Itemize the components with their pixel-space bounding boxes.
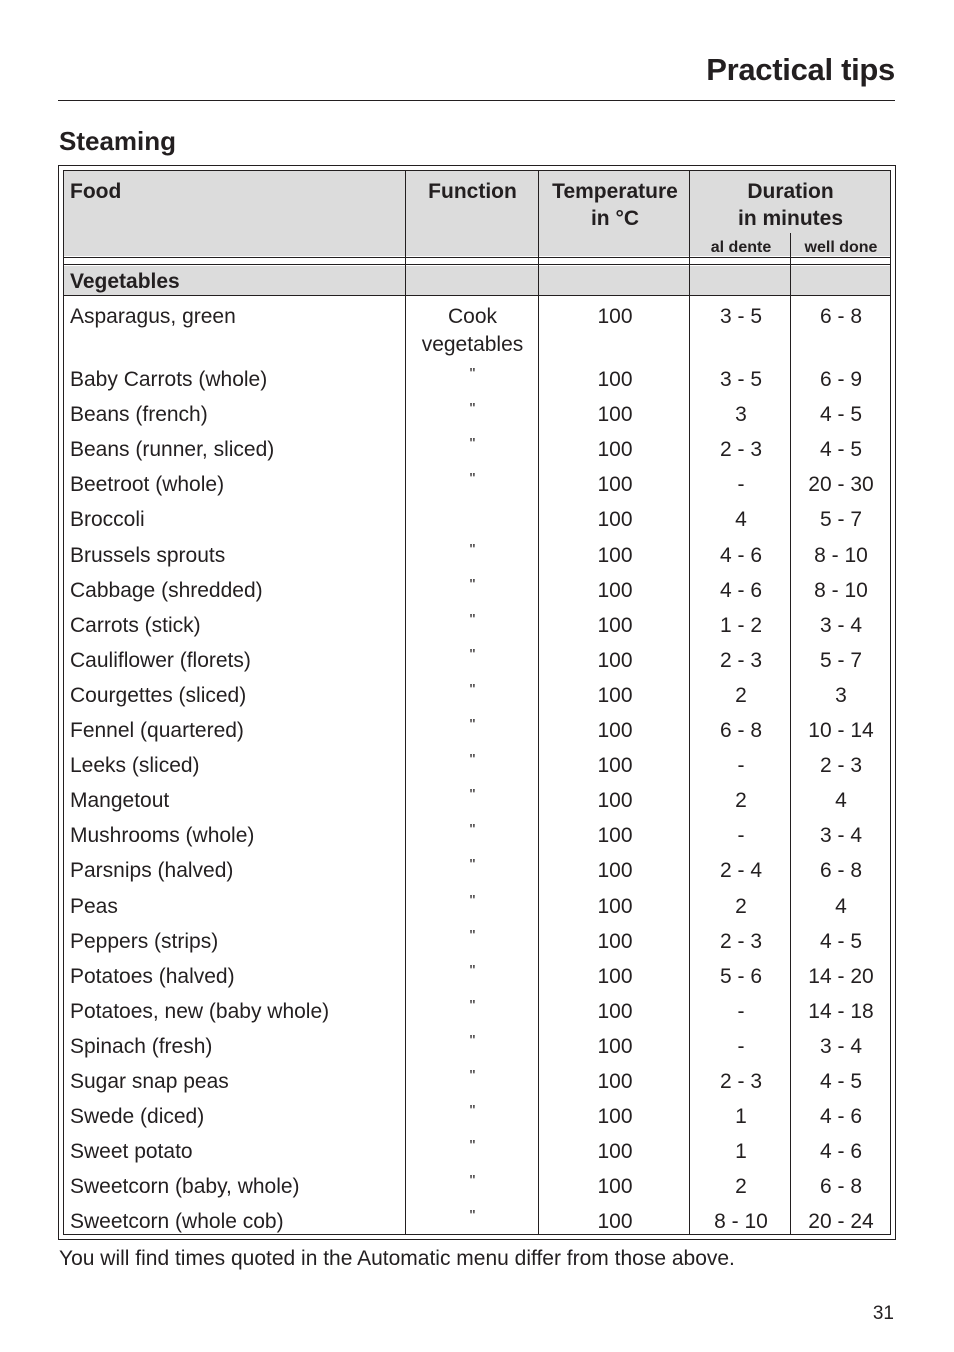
- table-row: [64, 542, 890, 577]
- food-name: Baby Carrots (whole): [70, 368, 268, 391]
- al-dente-value: 2: [735, 684, 747, 707]
- al-dente-value: 4 - 6: [719, 544, 763, 567]
- temperature-value: 100: [597, 403, 633, 426]
- well-done-value: 6 - 8: [819, 1175, 863, 1198]
- well-done-value: 5 - 7: [819, 508, 863, 531]
- header-al-dente: al dente: [710, 239, 772, 256]
- temperature-value: 100: [597, 305, 633, 328]
- food-name: Fennel (quartered): [70, 719, 244, 742]
- food-name: Cauliflower (florets): [70, 649, 251, 672]
- al-dente-value: 1: [735, 1140, 747, 1163]
- temperature-value: 100: [597, 965, 633, 988]
- well-done-value: 4 - 5: [819, 438, 863, 461]
- al-dente-value: 3 - 5: [719, 305, 763, 328]
- food-name: Swede (diced): [70, 1105, 205, 1128]
- food-name: Broccoli: [70, 508, 145, 531]
- temperature-value: 100: [597, 614, 633, 637]
- temperature-value: 100: [597, 649, 633, 672]
- table-row: [64, 303, 890, 363]
- table-row: [64, 401, 890, 436]
- temperature-value: 100: [597, 1210, 633, 1233]
- table-row: [64, 998, 890, 1033]
- temperature-value: 100: [597, 895, 633, 918]
- category-top-rule: [64, 264, 890, 265]
- well-done-value: 14 - 20: [808, 965, 874, 988]
- al-dente-value: -: [737, 824, 745, 847]
- temperature-value: 100: [597, 544, 633, 567]
- al-dente-value: 2 - 4: [719, 859, 763, 882]
- header-duration-line1: Duration: [747, 180, 834, 203]
- food-name: Leeks (sliced): [70, 754, 200, 777]
- food-name: Brussels sprouts: [70, 544, 226, 567]
- al-dente-value: 1: [735, 1105, 747, 1128]
- table-row: [64, 963, 890, 998]
- well-done-value: 4: [835, 789, 847, 812]
- well-done-value: 8 - 10: [814, 544, 868, 567]
- food-name: Asparagus, green: [70, 305, 236, 328]
- function-value: ": [469, 1068, 476, 1085]
- function-value: ": [469, 1103, 476, 1120]
- function-value: ": [469, 928, 476, 945]
- temperature-value: 100: [597, 930, 633, 953]
- food-name: Sugar snap peas: [70, 1070, 229, 1093]
- food-name: Peppers (strips): [70, 930, 219, 953]
- function-value: ": [469, 787, 476, 804]
- function-value: ": [469, 963, 476, 980]
- temperature-value: 100: [597, 368, 633, 391]
- al-dente-value: 2 - 3: [719, 1070, 763, 1093]
- temperature-value: 100: [597, 859, 633, 882]
- function-value: ": [469, 577, 476, 594]
- al-dente-value: 2 - 3: [719, 930, 763, 953]
- food-name: Potatoes (halved): [70, 965, 235, 988]
- function-value: ": [469, 1208, 476, 1225]
- al-dente-value: 1 - 2: [719, 614, 763, 637]
- food-name: Cabbage (shredded): [70, 579, 263, 602]
- category-vegetables: Vegetables: [70, 270, 180, 293]
- function-value: [407, 303, 538, 359]
- table-row: [64, 366, 890, 401]
- header-temperature: [540, 178, 690, 232]
- function-value: ": [469, 366, 476, 383]
- temperature-value: 100: [597, 1105, 633, 1128]
- well-done-value: 3 - 4: [819, 1035, 863, 1058]
- function-value: ": [469, 998, 476, 1015]
- function-line1: Cook: [447, 305, 498, 328]
- temperature-value: 100: [597, 719, 633, 742]
- function-value: ": [469, 1138, 476, 1155]
- well-done-value: 20 - 24: [808, 1210, 874, 1233]
- table-row: [64, 1138, 890, 1173]
- function-value: ": [469, 1173, 476, 1190]
- temperature-value: 100: [597, 824, 633, 847]
- function-value: ": [469, 1033, 476, 1050]
- header-bottom-rule: [64, 257, 890, 258]
- function-value: ": [469, 612, 476, 629]
- al-dente-value: 6 - 8: [719, 719, 763, 742]
- function-value: ": [469, 682, 476, 699]
- al-dente-value: 4 - 6: [719, 579, 763, 602]
- food-name: Sweetcorn (baby, whole): [70, 1175, 300, 1198]
- table-row: [64, 436, 890, 471]
- al-dente-value: 2 - 3: [719, 649, 763, 672]
- al-dente-value: -: [737, 1000, 745, 1023]
- steaming-table-frame: [58, 165, 896, 1240]
- al-dente-value: 2: [735, 895, 747, 918]
- food-name: Potatoes, new (baby whole): [70, 1000, 330, 1023]
- header-divider: [58, 100, 895, 101]
- page-header-title: Practical tips: [706, 52, 895, 87]
- table-row: [64, 1173, 890, 1208]
- function-value: ": [469, 542, 476, 559]
- food-name: Spinach (fresh): [70, 1035, 213, 1058]
- header-function: Function: [428, 180, 517, 203]
- well-done-value: 4 - 6: [819, 1105, 863, 1128]
- temperature-value: 100: [597, 1140, 633, 1163]
- table-row: [64, 1068, 890, 1103]
- table-row: [64, 822, 890, 857]
- table-row: [64, 577, 890, 612]
- header-temperature-line1: Temperature: [552, 180, 678, 203]
- temperature-value: 100: [597, 1070, 633, 1093]
- well-done-value: 3 - 4: [819, 614, 863, 637]
- food-name: Sweet potato: [70, 1140, 193, 1163]
- temperature-value: 100: [597, 579, 633, 602]
- function-value: ": [469, 647, 476, 664]
- temperature-value: 100: [597, 438, 633, 461]
- well-done-value: 4 - 5: [819, 930, 863, 953]
- food-name: Mangetout: [70, 789, 170, 812]
- table-row: [64, 1033, 890, 1068]
- well-done-value: 6 - 8: [819, 305, 863, 328]
- well-done-value: 14 - 18: [808, 1000, 874, 1023]
- header-food: Food: [70, 180, 122, 203]
- well-done-value: 6 - 9: [819, 368, 863, 391]
- table-row: [64, 717, 890, 752]
- table-row: [64, 471, 890, 506]
- header-duration-line2: in minutes: [737, 207, 843, 230]
- temperature-value: 100: [597, 789, 633, 812]
- well-done-value: 10 - 14: [808, 719, 874, 742]
- well-done-value: 3 - 4: [819, 824, 863, 847]
- well-done-value: 2 - 3: [819, 754, 863, 777]
- al-dente-value: 5 - 6: [719, 965, 763, 988]
- al-dente-value: 3 - 5: [719, 368, 763, 391]
- temperature-value: 100: [597, 1000, 633, 1023]
- table-row: [64, 752, 890, 787]
- function-value: ": [469, 401, 476, 418]
- temperature-value: 100: [597, 508, 633, 531]
- category-row-shade: [64, 266, 890, 295]
- header-duration: [691, 178, 890, 232]
- al-dente-value: -: [737, 473, 745, 496]
- temperature-value: 100: [597, 473, 633, 496]
- function-line2: vegetables: [421, 333, 524, 356]
- al-dente-value: -: [737, 1035, 745, 1058]
- food-name: Carrots (stick): [70, 614, 201, 637]
- al-dente-value: 2: [735, 789, 747, 812]
- al-dente-value: 8 - 10: [714, 1210, 768, 1233]
- function-value: ": [469, 471, 476, 488]
- well-done-value: 5 - 7: [819, 649, 863, 672]
- function-value: ": [469, 893, 476, 910]
- well-done-value: 4 - 6: [819, 1140, 863, 1163]
- function-value: ": [469, 822, 476, 839]
- table-row: [64, 1208, 890, 1243]
- footnote: You will find times quoted in the Automatic menu differ from those above.: [59, 1247, 735, 1270]
- food-name: Courgettes (sliced): [70, 684, 247, 707]
- food-name: Beans (runner, sliced): [70, 438, 275, 461]
- temperature-value: 100: [597, 1175, 633, 1198]
- well-done-value: 20 - 30: [808, 473, 874, 496]
- al-dente-value: 3: [735, 403, 747, 426]
- table-row: [64, 682, 890, 717]
- table-row: [64, 1103, 890, 1138]
- food-name: Beans (french): [70, 403, 208, 426]
- function-value: ": [469, 857, 476, 874]
- table-row: [64, 928, 890, 963]
- function-value: ": [469, 436, 476, 453]
- table-row: [64, 647, 890, 682]
- table-row: [64, 787, 890, 822]
- function-value: ": [469, 752, 476, 769]
- al-dente-value: 2: [735, 1175, 747, 1198]
- table-row: [64, 893, 890, 928]
- section-title: Steaming: [59, 126, 177, 156]
- food-name: Peas: [70, 895, 118, 918]
- food-name: Beetroot (whole): [70, 473, 225, 496]
- category-bottom-rule: [64, 295, 890, 296]
- food-name: Parsnips (halved): [70, 859, 234, 882]
- al-dente-value: 2 - 3: [719, 438, 763, 461]
- well-done-value: 4: [835, 895, 847, 918]
- function-value: ": [469, 717, 476, 734]
- header-temperature-line2: in °C: [590, 207, 640, 230]
- page-number: 31: [872, 1303, 894, 1324]
- well-done-value: 3: [835, 684, 847, 707]
- temperature-value: 100: [597, 754, 633, 777]
- well-done-value: 8 - 10: [814, 579, 868, 602]
- al-dente-value: -: [737, 754, 745, 777]
- steaming-table: [63, 170, 891, 1235]
- header-well-done: well done: [804, 239, 878, 256]
- table-row: [64, 612, 890, 647]
- well-done-value: 4 - 5: [819, 1070, 863, 1093]
- table-row: [64, 506, 890, 541]
- temperature-value: 100: [597, 1035, 633, 1058]
- well-done-value: 6 - 8: [819, 859, 863, 882]
- table-row: [64, 857, 890, 892]
- food-name: Sweetcorn (whole cob): [70, 1210, 284, 1233]
- al-dente-value: 4: [735, 508, 747, 531]
- food-name: Mushrooms (whole): [70, 824, 255, 847]
- well-done-value: 4 - 5: [819, 403, 863, 426]
- temperature-value: 100: [597, 684, 633, 707]
